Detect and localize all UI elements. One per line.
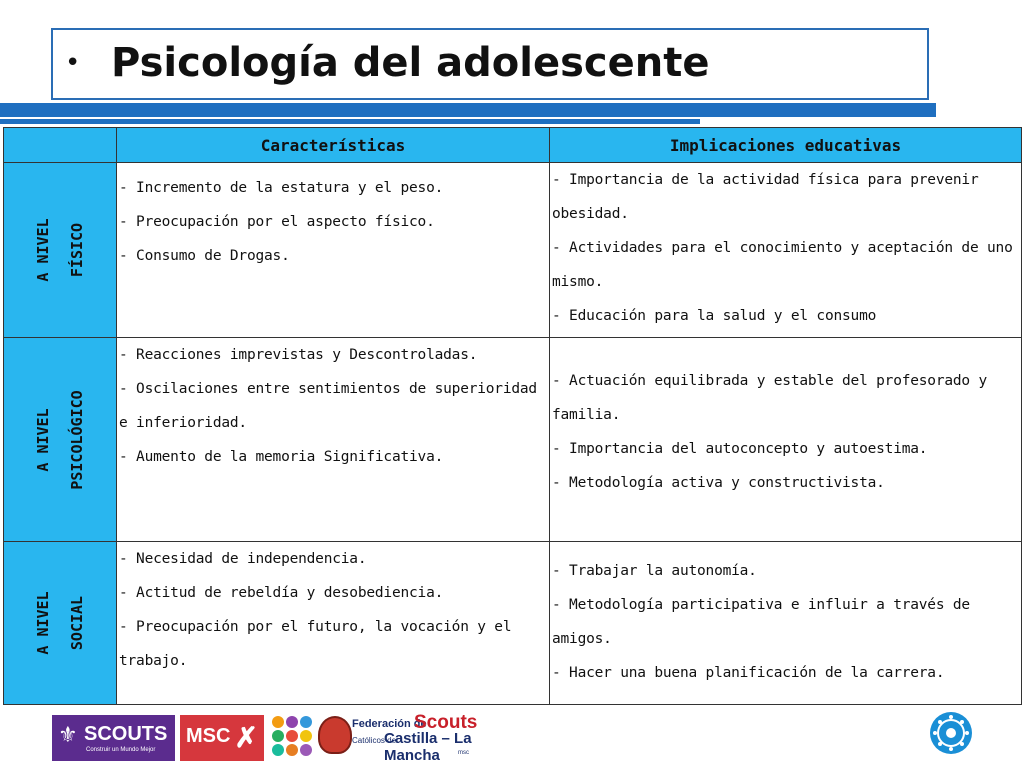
column-header-implicaciones: Implicaciones educativas — [550, 128, 1022, 163]
msc-logo-name: MSC — [186, 725, 231, 747]
title-bullet: • — [65, 48, 81, 78]
list-item: - Reacciones imprevistas y Descontroladas. — [119, 347, 478, 363]
header-divider-thick — [0, 103, 936, 117]
table-row-fisico — [4, 163, 1022, 338]
footer-logos — [0, 708, 1024, 768]
level-label-line1: A NIVEL — [34, 591, 52, 655]
dot-icon — [272, 716, 284, 728]
level-cell-social — [4, 542, 117, 705]
dot-icon — [272, 744, 284, 756]
adolescent-psychology-table — [3, 127, 1021, 705]
page-title: Psicología del adolescente — [111, 40, 710, 86]
level-cell-psicologico — [4, 338, 117, 542]
list-item: - Metodología activa y constructivista. — [552, 475, 885, 491]
list-item: - Consumo de Drogas. — [119, 248, 290, 264]
scouts-logo-name: SCOUTS — [84, 723, 168, 745]
list-item: - Actividades para el conocimiento y aceptación de uno mismo. — [552, 240, 1013, 290]
federation-logo-line3: msc — [458, 750, 469, 756]
list-item: - Importancia del autoconcepto y autoestima. — [552, 441, 928, 457]
list-item: - Educación para la salud y el consumo — [552, 308, 877, 324]
dot-icon — [300, 730, 312, 742]
table-row-psicologico — [4, 338, 1022, 542]
list-item: - Actitud de rebeldía y desobediencia. — [119, 585, 444, 601]
list-item: - Oscilaciones entre sentimientos de superioridad e inferioridad. — [119, 381, 537, 431]
federation-logo — [318, 712, 486, 762]
table-header-row — [4, 128, 1022, 163]
level-label-line1: A NIVEL — [34, 407, 52, 472]
federation-emblem-icon — [318, 716, 352, 754]
header-blank-cell — [4, 128, 117, 163]
caracteristicas-cell-social — [117, 542, 550, 705]
msc-logo — [180, 715, 264, 761]
caracteristicas-cell-psicologico — [117, 338, 550, 542]
list-item: - Preocupación por el futuro, la vocación y el trabajo. — [119, 619, 512, 669]
list-item: - Actuación equilibrada y estable del profesorado y familia. — [552, 373, 988, 423]
dot-icon — [300, 744, 312, 756]
header-divider-thin — [0, 119, 700, 124]
compass-emblem-icon — [930, 712, 972, 754]
list-item: - Importancia de la actividad física para prevenir obesidad. — [552, 172, 979, 222]
implicaciones-cell-fisico — [550, 163, 1022, 338]
column-header-caracteristicas: Características — [117, 128, 550, 163]
scouts-logo-tagline: Construir un Mundo Mejor — [86, 747, 156, 753]
title-box — [51, 28, 929, 100]
level-label-line2: SOCIAL — [68, 595, 86, 651]
scouts-logo — [52, 715, 175, 761]
level-cell-fisico — [4, 163, 117, 338]
federation-logo-scouts: Scouts — [414, 712, 478, 733]
dot-icon — [286, 716, 298, 728]
dot-icon — [300, 716, 312, 728]
list-item: - Metodología participativa e influir a través de amigos. — [552, 597, 970, 647]
colored-dots-logo — [270, 714, 314, 758]
cross-icon: ✗ — [234, 722, 258, 753]
level-label-line2: PSICOLÓGICO — [68, 389, 86, 490]
dot-icon — [286, 730, 298, 742]
implicaciones-cell-psicologico — [550, 338, 1022, 542]
dot-icon — [272, 730, 284, 742]
list-item: - Incremento de la estatura y el peso. — [119, 180, 444, 196]
level-label-line1: A NIVEL — [34, 218, 52, 282]
level-label-line2: FÍSICO — [68, 222, 86, 278]
list-item: - Hacer una buena planificación de la carrera. — [552, 665, 945, 681]
implicaciones-cell-social — [550, 542, 1022, 705]
list-item: - Preocupación por el aspecto físico. — [119, 214, 435, 230]
table-row-social — [4, 542, 1022, 705]
federation-logo-line2: Católicos de — [352, 736, 397, 745]
federation-logo-region: Castilla – La Mancha — [384, 730, 472, 764]
list-item: - Necesidad de independencia. — [119, 551, 367, 567]
fleur-de-lis-icon: ⚜ — [58, 723, 78, 748]
list-item: - Trabajar la autonomía. — [552, 563, 757, 579]
caracteristicas-cell-fisico — [117, 163, 550, 338]
characteristics-table — [3, 127, 1022, 705]
dot-icon — [286, 744, 298, 756]
list-item: - Aumento de la memoria Significativa. — [119, 449, 444, 465]
round-emblem-logo — [930, 712, 972, 754]
federation-logo-line1: Federación de — [352, 718, 427, 730]
